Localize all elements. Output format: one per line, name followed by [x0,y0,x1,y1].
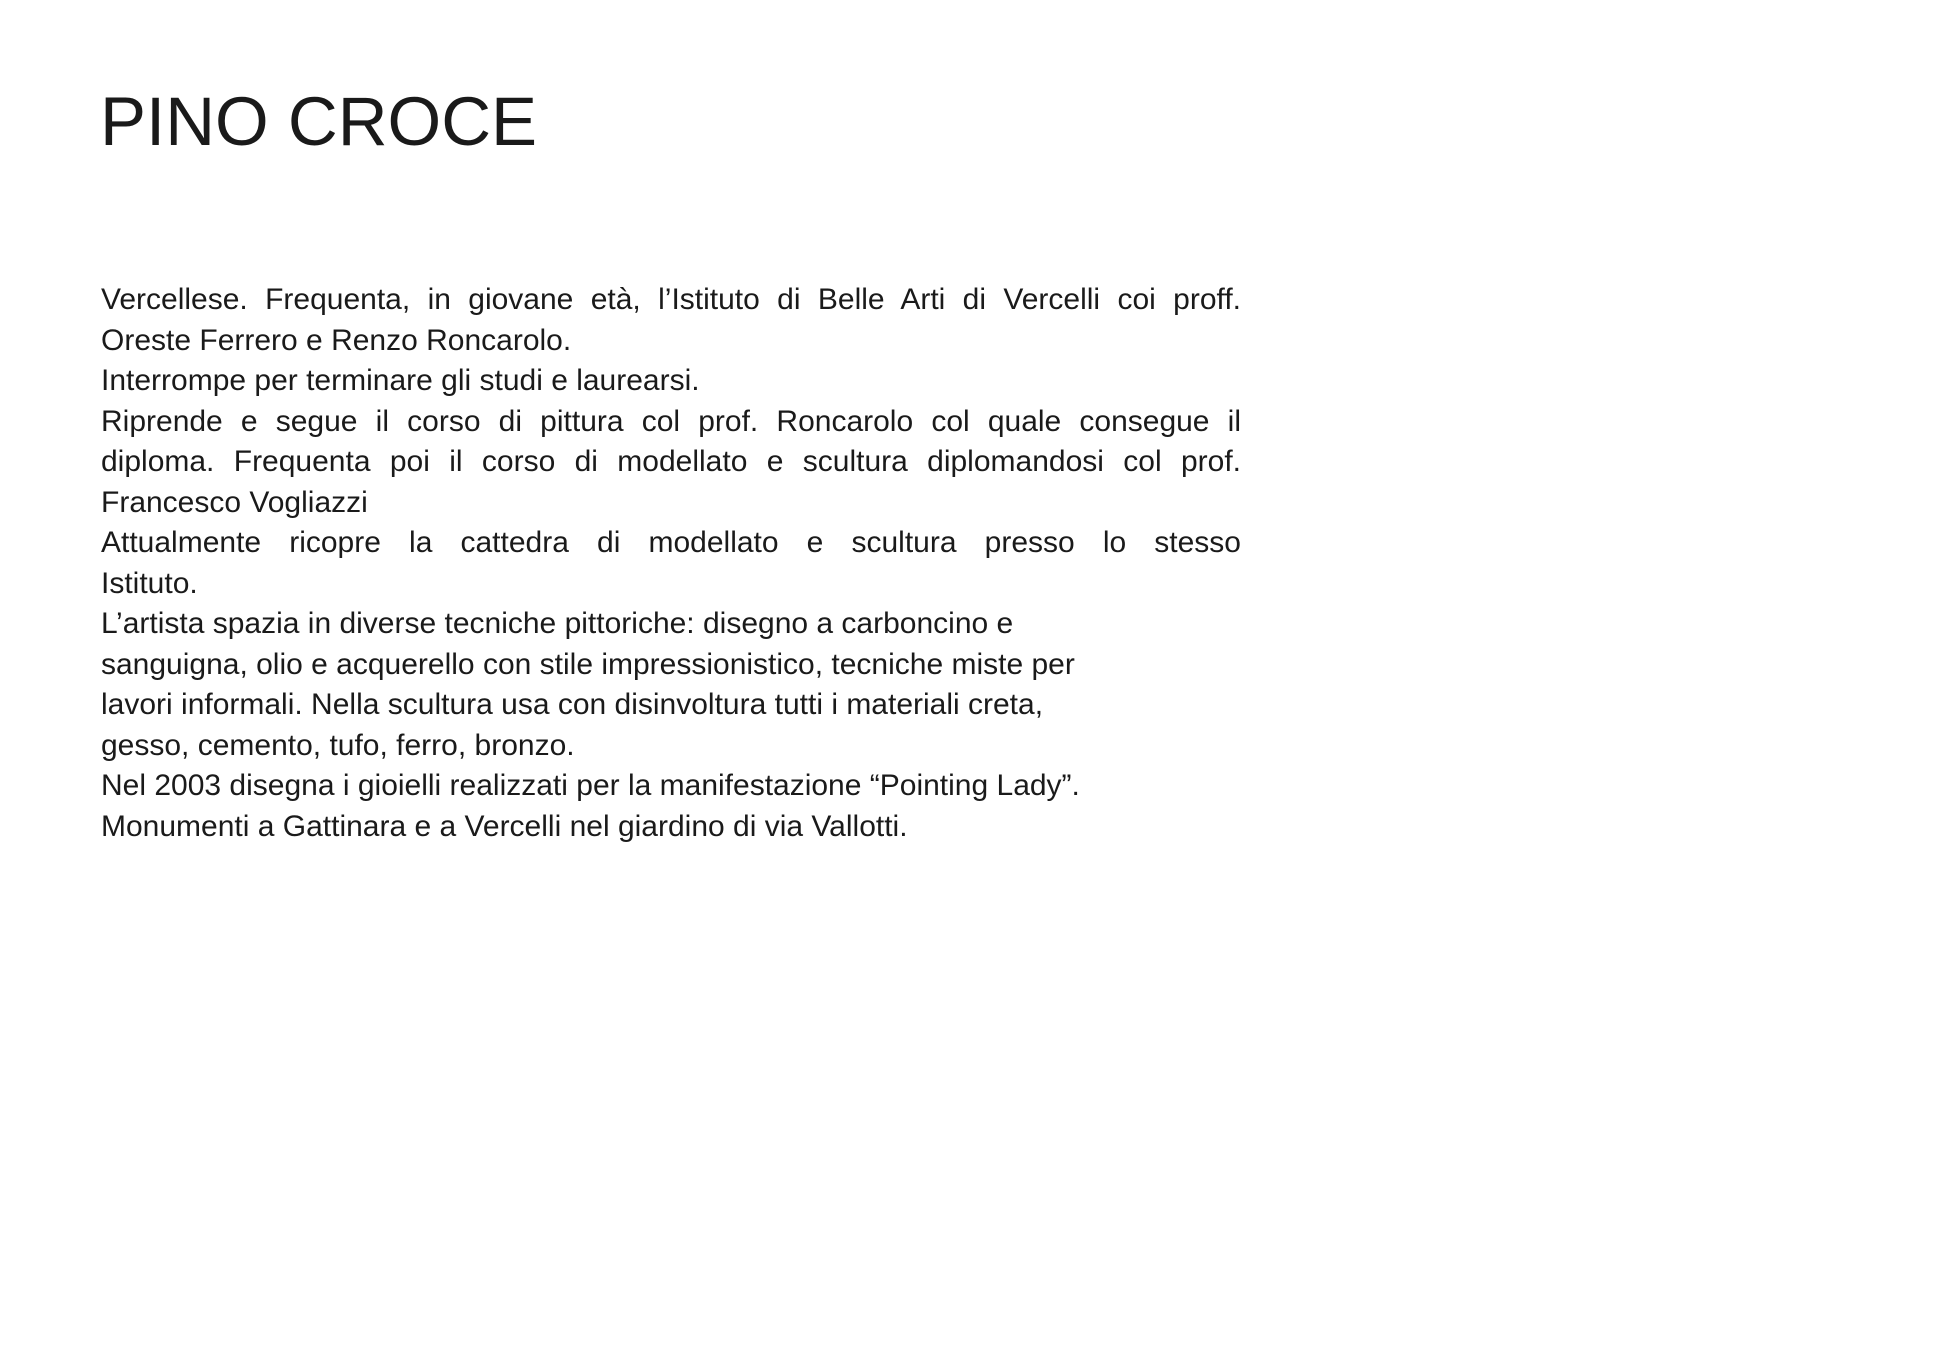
bio-line: Nel 2003 disegna i gioielli realizzati per la manifestazione “Pointing Lady”. [101,769,1080,802]
bio-line: Interrompe per terminare gli studi e laurearsi. [101,364,700,397]
bio-line: sanguigna, olio e acquerello con stile impressionistico, tecniche miste per [101,647,1075,681]
biography-text [101,280,1241,847]
bio-line: lavori informali. Nella scultura usa con disinvoltura tutti i materiali creta, [101,688,1044,721]
bio-line: gesso, cemento, tufo, ferro, bronzo. [101,728,575,762]
bio-line: Francesco Vogliazzi [101,485,368,519]
bio-line: Monumenti a Gattinara e a Vercelli nel giardino di via Vallotti. [101,809,908,843]
bio-line: Istituto. [101,566,198,600]
bio-line: Vercellese. Frequenta, in giovane età, l’Istituto di Belle Arti di Vercelli coi proff. [101,283,1241,316]
page-title: PINO CROCE [100,83,538,160]
bio-line: Oreste Ferrero e Renzo Roncarolo. [101,323,572,357]
bio-line: Attualmente ricopre la cattedra di modellato e scultura presso lo stesso [101,526,1241,559]
bio-line: diploma. Frequenta poi il corso di modellato e scultura diplomandosi col prof. [101,445,1241,478]
bio-line: L’artista spazia in diverse tecniche pittoriche: disegno a carboncino e [101,607,1014,640]
bio-line: Riprende e segue il corso di pittura col prof. Roncarolo col quale consegue il [101,404,1241,438]
